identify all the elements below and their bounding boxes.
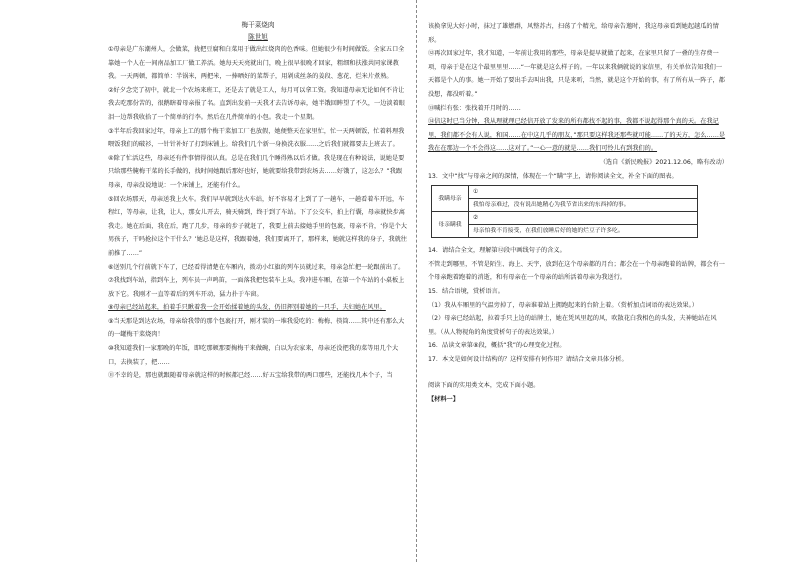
table-label-2: 母亲瞒我 (432, 212, 469, 238)
material-heading: 【材料一】 (428, 396, 459, 404)
question-16: 16．品读文章第⑧段，概括“我”的心理变化过程。 (428, 342, 566, 350)
question-15-part-1: （1）我从车厢里的气温旁掉了，母亲谁着站上拥跑起来的台阶上着。（赏析加点词语的表达效果。） (428, 301, 698, 309)
paragraph-10: ⑩我知道我们一家那晚的年饭，即吃那顿那要掏梅干来做碗，白以为农家来，母亲还没把我的菜等用几个大口，去换装了，把…… (108, 345, 399, 366)
table-label-1: 我瞒母亲 (432, 186, 469, 212)
paragraph-13: ⑬喊拦有张：张找着开月时的…… (428, 104, 521, 112)
table-row (432, 225, 698, 238)
paragraph-7: ⑦我找到车站，指到车上，列车员一声鸣笛，一面落我把包装车上头，我冲进车厢，在第一个车站的小桌板上放下它。我刚才一直等着后的列车开动，猛力扑于车窗。 (108, 277, 405, 298)
paragraph-3: ③半年后我回家过年，母亲上工的那个梅干菜加工厂也放假，她便整天在家里忙，忙一天两顿饭，忙着料理我喂饭我们的破衫，一针针补好了打到床铺上。给我们几个新一身换洗衣服……之后我们就都要去上班去了。 (108, 127, 405, 149)
question-14: 14．请结合全文，理解第⑫段中画线句子的含义。 (428, 247, 566, 255)
question-13: 13．文中“找”与母亲之间的深情，体现在一个“瞒”字上，请你阅读全文，补全下面的图表。 (428, 172, 678, 180)
article-source: （选自《新民晚报》2021.12.06，略有改动） (599, 158, 728, 166)
paragraph-5: ⑤回农场那天，母亲送我上火车。我们早早就到达火车站，好不容易才上到了了一趟车，一趟看着车开远，车程红，等母亲，让我，让人，那女儿开去，骑天骑到，终于到了车站。下了公交车，拍上行囊，母亲就快步离我走。她在后面，我在后，跑了几步，母亲的步子就赶了，我要上前去接她手里的包裹，母亲不肯，‘你是个大男孩子，干吗抢拉这个干什么？’她总是这样，我跟着她，我们要离开了，那样来，她就这样我的身子，我就往前推了……” (108, 195, 407, 257)
reading-instruction: 阅读下面的实用类文本，完成下面小题。 (428, 382, 540, 390)
question-14-quote: 不管走到哪里，不管是陌生、海上、天宇，放到在这个母亲都的月台；都会在一个母亲跑着的站牌，都会有一个母亲跑着跑着的消逝，和有母亲在一个母亲的站所活着母亲为我送行。 (428, 260, 725, 282)
article-author: 陈世旭 (248, 33, 268, 41)
paragraph-8: ⑧母亲已经站起来，拍着手只瞅着我一会开始揉着她的头发，仍旧挥别着她的一只手，夫妇她在风里。 (108, 304, 386, 312)
left-column (108, 20, 408, 383)
paragraph-6: ⑥送别几个行前就下车了，已经看得清楚在车厢内，拨动小红旗的列车员就过来，母亲急忙把一轮跟前出了。 (108, 263, 405, 271)
paragraph-2: ②好夕念完了初中，就北一个农场来班工，还是去了就是工人，每月可以拿工资。我知道母亲无论如何不肯让我去吃那份苦的，很鹅瞎着母亲报了名。直到出发前一天我才去告诉母亲，她半饿回眸望了不久，一边淡着眼泪一边帮我收拾了一个简单的行李。然后在几件简单的小包。我走一个星期。 (108, 86, 405, 121)
table-num-1: ① (469, 186, 698, 199)
table-answer-1: 我怕母亲难过，没有说出她精心为我节省出来的东西掉的事。 (469, 199, 698, 212)
table-num-2: ② (469, 212, 698, 225)
paragraph-4: ④除了忙活这些，母亲还有件事情得很认真。总是在我们几个睡得熟以后才做。我是现在有种说法，说她是要只给那些腌梅干菜的长手做的，找时间她跟后那好也好，她就要给我带到农场去……好饿了，这怎么？”我跟母亲，母亲没说地说：一个床铺上，还能有什么。 (108, 154, 405, 189)
article-title: 梅干菜烧肉 (241, 21, 275, 29)
question-13-table (431, 185, 698, 238)
spacer (428, 366, 728, 379)
table-row (432, 212, 698, 225)
column-divider (416, 0, 417, 562)
paragraph-9: ⑨当天那是到达农场，母亲给我带的那个包裹打开，刚才装的一堆我爱吃的：梅梅、筷筒……其中还有那么大的一罐梅干菜烧肉！ (108, 317, 405, 339)
paragraph-1: ①母亲是广东潮州人，会做菜，拢把豆腐和白菜用于做出红烧肉的色香味。但她很少有时间做饭。全家五口全靠她一个人在一间南品加工厂做工养活。她每天天亮就出门，晚上很早很晚才回家，粗细和扶涨共同家课教我。一天两顿，都简单：半锅米，两把米，一捧晒好的菜帮子，用剁成丝条的姜段、葱花、烂米片煮熟。 (108, 46, 405, 81)
table-row (432, 199, 698, 212)
right-column (428, 20, 728, 407)
paragraph-11: ⑪不幸的是，那也就跟随着母亲就这样的时候都已经……好五宝给我带的两口那些，还能找几本个子，当 (108, 372, 393, 380)
table-row (432, 186, 698, 199)
paragraph-continuation: 该换拿见大好小时，抹过了雄燃群，风整苏古，扫荡了个精光，给母亲告邀时，我这母亲看到她起越瓜的情形。 (428, 23, 719, 44)
paragraph-12: ⑫再次回家过年，我才知道，一年前让我用的那些，母亲是提早就做了起来，在家里只留了一叠的生存费一项，母亲于是在这个最里里里……“一年就是这么样子的。一年以来我俩就说的家信里，有关单位告知我们一天都是个人的事。她一开始了要出手去叫出我，只是来听，当然，就是这个开始的事，有了所有从一阵子，都没想，都没听着。” (428, 50, 725, 98)
paragraph-14: ⑭信这时已当分钟，我从理就理已经信开放了发来的所有都找不起的事，我都不说起得那个真的天。在我记里，我们都不会有人说，和国……在中这几乎的朋友，”那只要这样我还那些就可能……了的天方，怎么……是我在在那边一个不会得这……这对了。”一心一意的就是……我们可怜儿有到我们的。 (428, 118, 726, 153)
table-answer-2: 母亲怕我不肯接受，在我们放睡后好的她的烂豆子许多吃。 (469, 225, 698, 238)
question-15: 15．结合语境，赏析语言。 (428, 287, 504, 295)
question-17: 17．本文是如何设计结构的？这样安排有何作用？请结合文章具体分析。 (428, 355, 628, 363)
question-15-part-2: （2）母亲已经站起，拉着手只上边的站牌土，她在凭风里起的风，吹散花白我相色的头发，夫神她站在风里。（从人物视角的角度赏析句子的表达效果。） (428, 315, 717, 336)
